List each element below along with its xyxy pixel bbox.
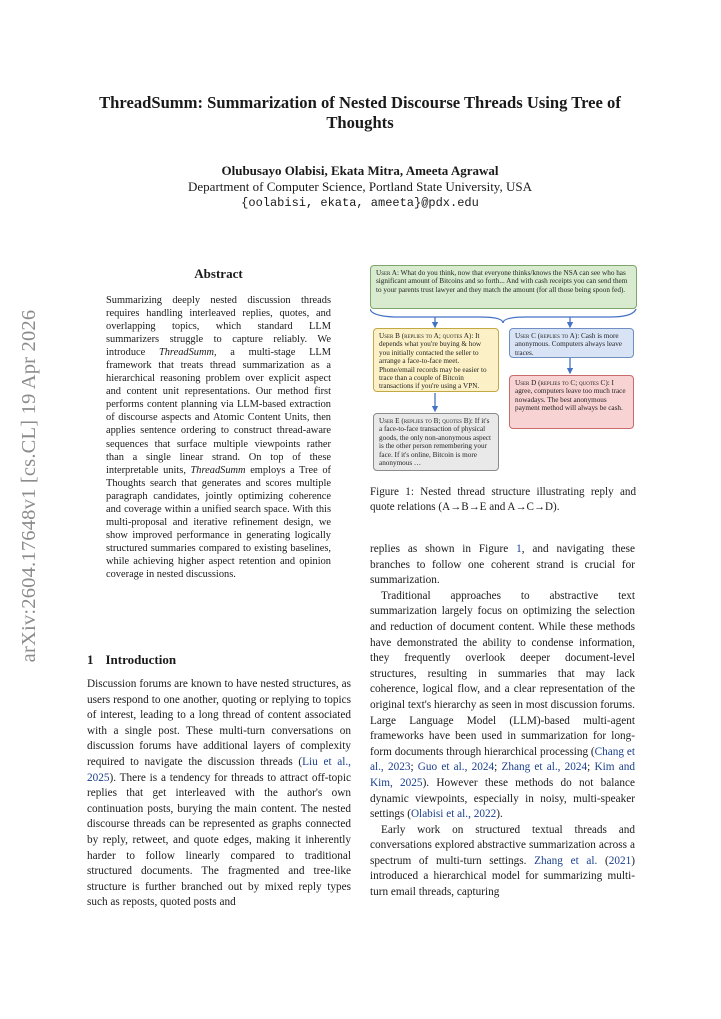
user-a-box (370, 265, 637, 309)
user-b-text: It depends what you're buying & how you initially contacted the seller to arrange a face-to-face meet. Phone/email records may be easier to trace than a couple of Bitcoin transactions if you're using a VPN. (379, 332, 487, 391)
citation-link[interactable]: Kim and Kim, 2025 (370, 761, 635, 789)
text-run: ; (587, 761, 595, 774)
abstract-text (106, 294, 331, 581)
intro-text: Discussion forums are known to have nested structures, as users respond to one another, quoting or replying to topics of interest, leading to a long thread of content associated with a single post. These multi-turn conversations on discussion forums have additional layers of complexity required to navigate the discussion threads ( (87, 678, 351, 768)
user-d-box (509, 375, 634, 429)
text-run: replies as shown in Figure (370, 543, 517, 555)
user-a-text: What do you think, now that everyone thinks/knows the NSA can see who has significant amount of Bitcoins and so forth... And with cash receipts you can send them to your parents trust lawyer and they match the amount (for all those being spoon fed). (376, 269, 628, 294)
user-b-label: User B (replies to A; quotes A): (379, 332, 474, 340)
text-run: ). (496, 808, 503, 821)
abstract-part: , a multi-stage LLM framework that treats thread summarization as a hierarchical reasoning problem over explicit aspect and content unit representations. Our method first performs content planning via LLM-based extraction of discourse aspects and Atomic Content Units, then applies sentence ordering to construct thread-aware sequences that surface multiple viewpoints rather than a single linear strand. On top of these interpretable units, (106, 347, 331, 476)
abstract-method-name: ThreadSumm (158, 347, 214, 359)
citation-link[interactable]: Zhang et al. (534, 854, 598, 867)
text-run: , and navigating these branches to follow one coherent strand is crucial for summarization. (370, 543, 635, 587)
author-names: Olubusayo Olabisi, Ekata Mitra, Ameeta Agrawal (221, 163, 499, 178)
section-number: 1 (87, 652, 94, 667)
text-run: ; (494, 761, 502, 774)
user-b-box (373, 328, 499, 392)
abstract-method-name: ThreadSumm (190, 464, 246, 476)
intro-paragraph (87, 677, 351, 911)
text-run: ) introduced a hierarchical model for summarizing multi-turn email threads, capturing (370, 854, 636, 899)
abstract-heading: Abstract (194, 266, 243, 281)
section-title: Introduction (105, 652, 177, 667)
author-block (80, 163, 640, 211)
citation-link[interactable]: 2021 (608, 854, 632, 867)
text-run: ). However these methods do not balance dynamic viewpoints, especially in noisy, multi-speaker settings ( (370, 776, 635, 821)
user-d-label: User D (replies to C; quotes C): (515, 379, 610, 387)
right-column-text (370, 542, 635, 901)
paragraph (370, 823, 635, 901)
user-e-text: If it's a face-to-face transaction of physical goods, the only non-anonymous aspect is the other person remembering your face. If it's online, Bitcoin is more anonymous … (379, 417, 491, 468)
citation-link[interactable]: Zhang et al., 2024 (501, 761, 588, 774)
figure-ref-link[interactable]: 1 (516, 543, 522, 555)
paper-title: ThreadSumm: Summarization of Nested Discourse Threads Using Tree of Thoughts (99, 93, 621, 132)
intro-text: ). There is a tendency for threads to attract off-topic replies that get interleaved with the author's own continuation posts, burying the main content. The nested discourse threads can be represented as graphs connected by reply, retweet, and quote edges, making it inherently harder to follow linearly compared to traditional structured documents. The fragmented and tree-like structure is further branched out by mixed reply types such as reposts, quoted posts and (87, 771, 351, 909)
brace-arrow-a (370, 309, 636, 323)
abstract-part: Summarizing deeply nested discussion threads requires handling interleaved replies, quotes, and overlapping topics, which standard LLM summarizers struggle to capture reliably. We introduce (106, 295, 331, 359)
user-c-label: User C (replies to A): (515, 332, 580, 340)
abstract-part: employs a Tree of Thoughts search that generates and scores multiple paragraph candidates, jointly optimizing coherence and coverage within a unified search space. With this multi-proposal and iterative refinement design, we show improved performance in generating logically structured summaries compared to existing baselines, while achieving higher aspect retention and opinion coverage in nested discussions. (106, 464, 331, 580)
arxiv-side-label: arXiv:2604.17648v1 [cs.CL] 19 Apr 2026 (18, 309, 40, 663)
figure-caption: Figure 1: Nested thread structure illustrating reply and quote relations (A→B→E and A→C→D). (370, 486, 636, 514)
paragraph (370, 589, 635, 823)
text-run: Early work on structured textual threads and conversations explored abstractive summarization across a spectrum of multi-turn settings. (370, 823, 635, 867)
citation-link[interactable]: Chang et al., 2023 (370, 745, 635, 774)
author-emails: {oolabisi, ekata, ameeta}@pdx.edu (241, 196, 479, 210)
citation-link[interactable]: Olabisi et al., 2022 (410, 808, 497, 821)
paragraph (370, 542, 635, 589)
figure-1 (370, 265, 637, 480)
text-run: ; (410, 761, 418, 774)
citation-link[interactable]: Liu et al., 2025 (87, 755, 351, 784)
user-c-text: Cash is more anonymous. Computers always leave traces. (515, 332, 622, 357)
section-heading (87, 652, 347, 668)
text-run: ( (597, 854, 609, 867)
user-e-box (373, 413, 499, 471)
user-d-text: I agree, computers leave too much trace nowadays. The best anonymous payment method will always be cash. (515, 379, 626, 413)
user-a-label: User A: (376, 269, 399, 277)
affiliation: Department of Computer Science, Portland State University, USA (188, 179, 532, 194)
user-c-box (509, 328, 634, 358)
citation-link[interactable]: Guo et al., 2024 (417, 761, 495, 774)
user-e-label: User E (replies to B; quotes B): (379, 417, 473, 425)
text-run: Traditional approaches to abstractive text summarization largely focus on optimizing the selection and reduction of document content. While these methods have demonstrated the ability to condense information, they frequently overlook deeper document-level structures, resulting in summaries that may lack coherence, logical flow, and a clear representation of the original text's hierarchy as seen in most discussion forums. Large Language Model (LLM)-based multi-agent frameworks have been used in summarization for long-form documents through hierarchical processing ( (370, 589, 635, 758)
